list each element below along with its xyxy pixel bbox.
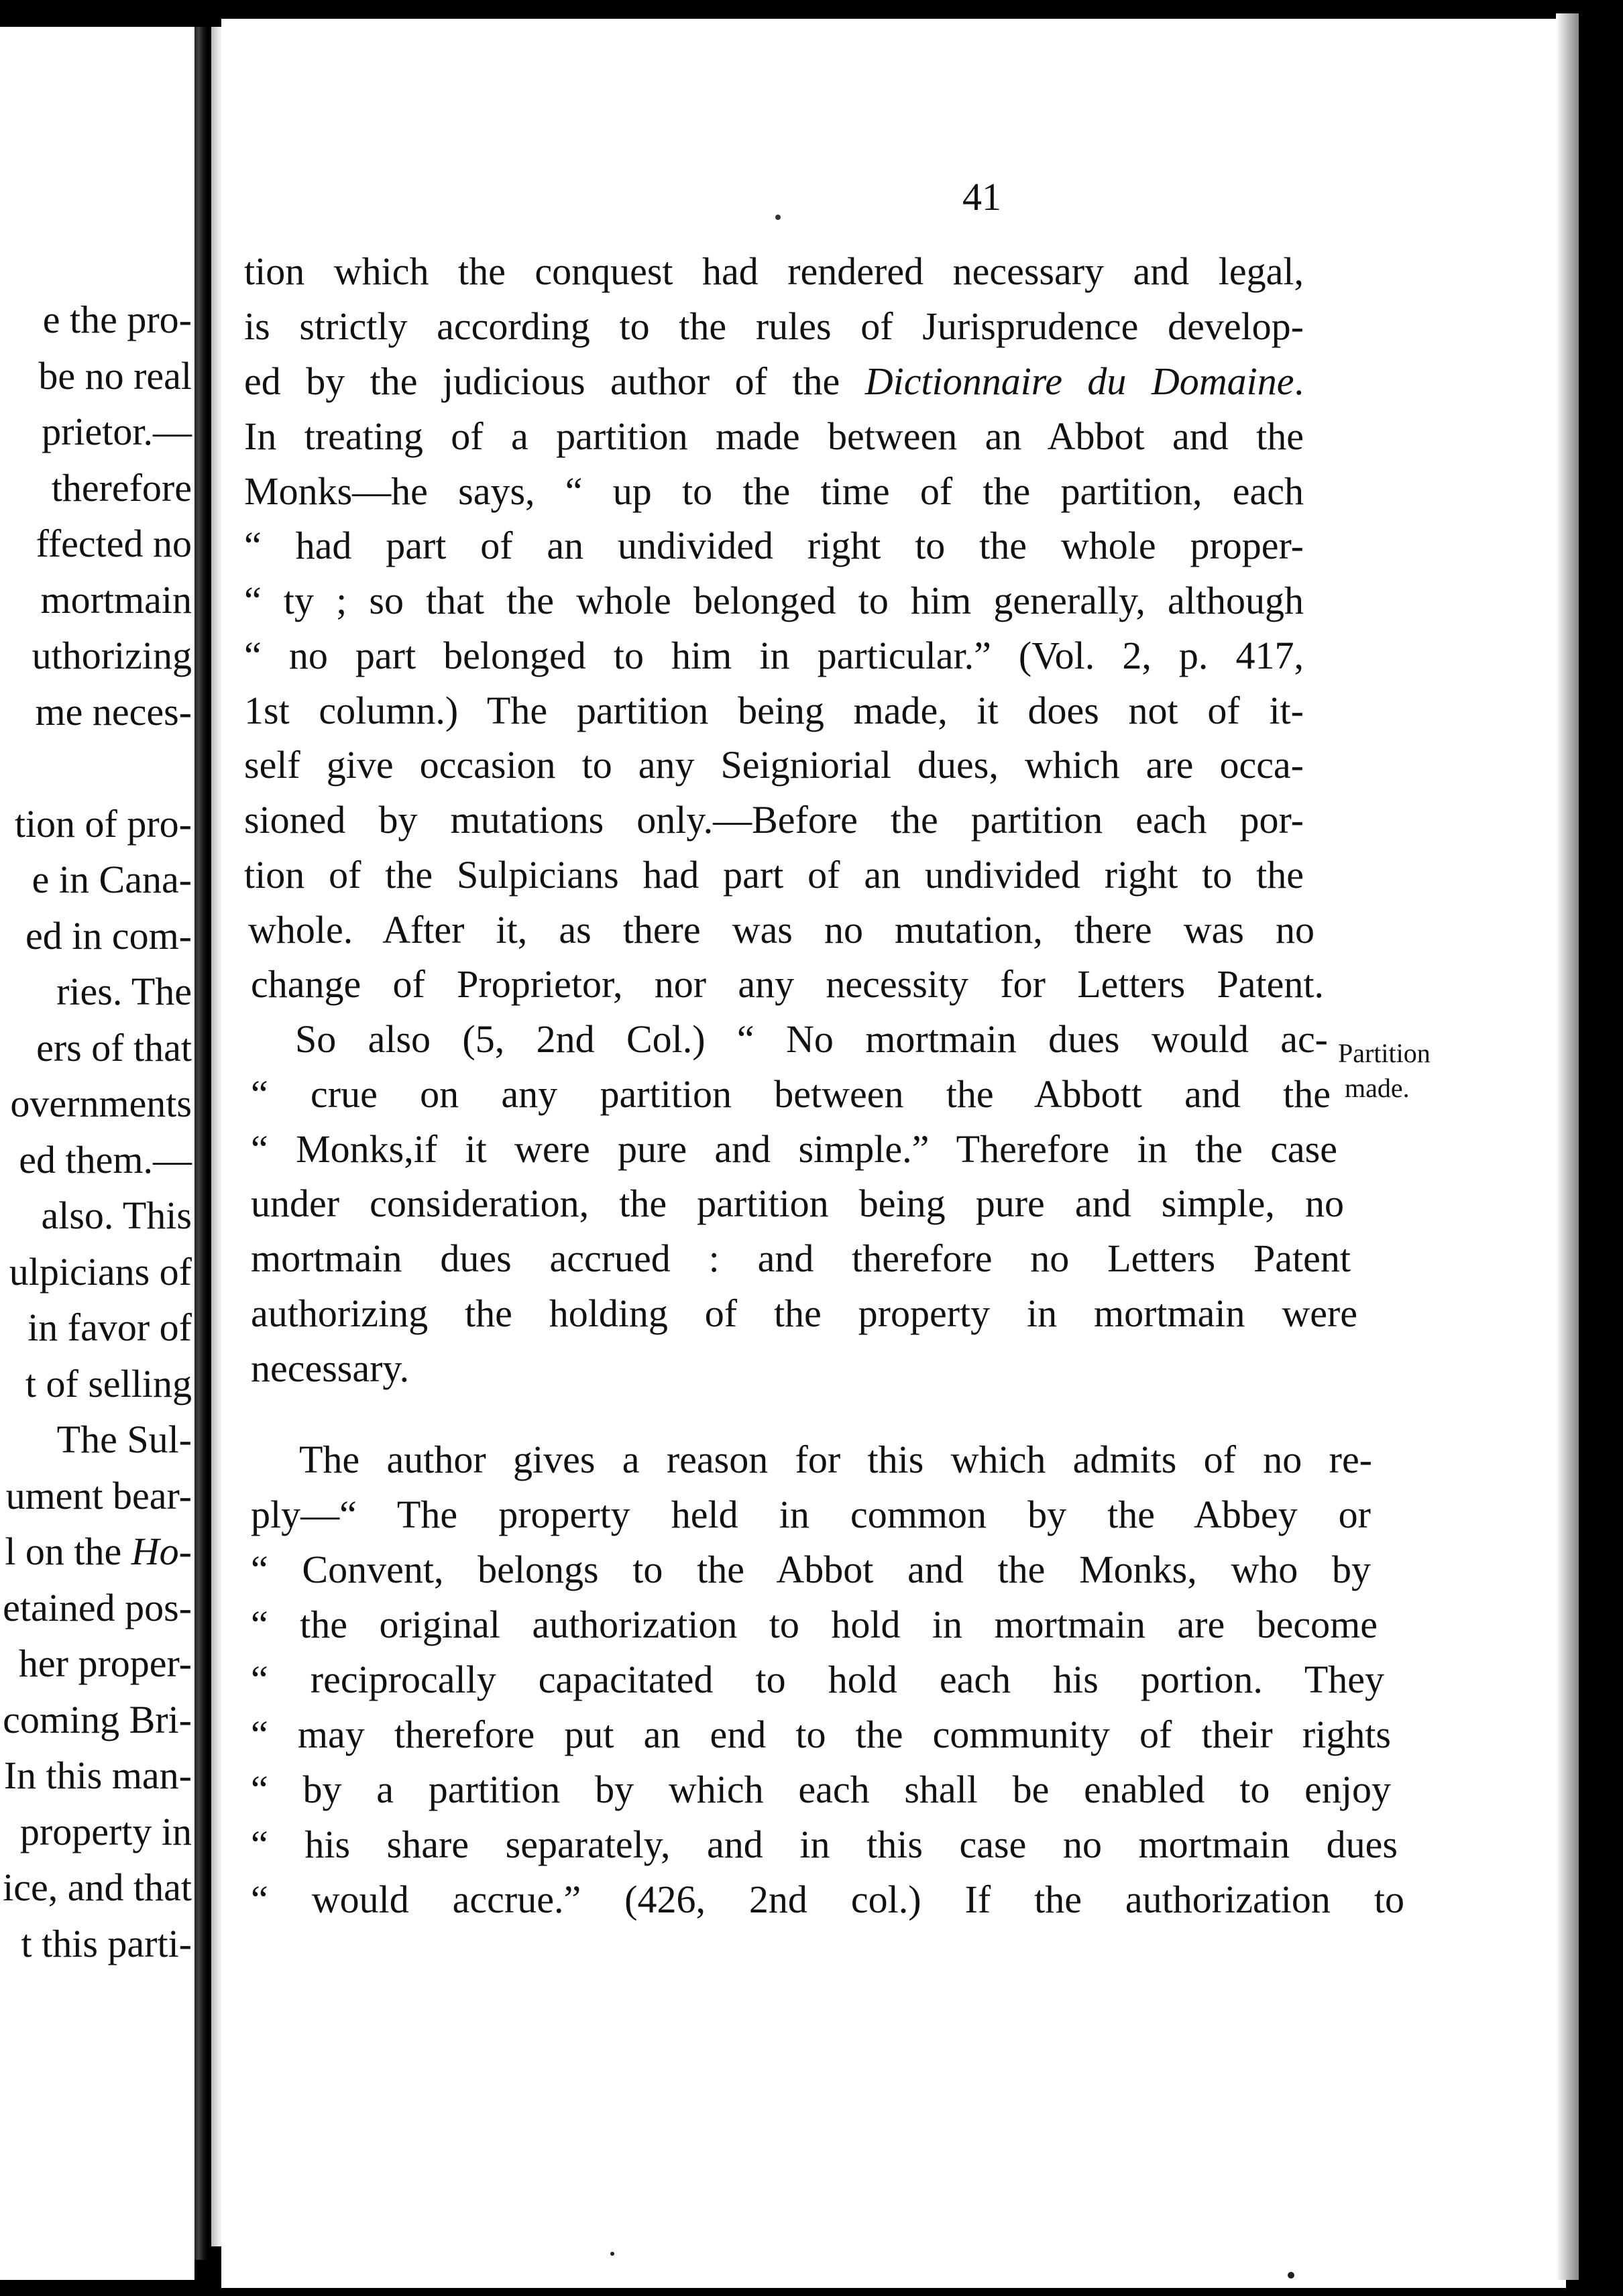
left-page-line: ed them.—: [19, 1137, 192, 1182]
book-title: Dictionnaire du Domaine: [864, 359, 1294, 403]
left-page-line: her proper-: [18, 1642, 192, 1685]
body-line: ed by the judicious author of the Dictionnaire du Domaine.: [244, 359, 1304, 403]
body-line: “ by a partition by which each shall be enabled to enjoy: [251, 1768, 1391, 1811]
body-line: authorizing the holding of the property in mortmain were: [251, 1292, 1357, 1335]
left-page-line: coming Bri-: [3, 1697, 192, 1741]
left-page-line: [3, 740, 192, 796]
body-line: necessary.: [251, 1346, 410, 1390]
left-page-line: ed in com-: [25, 913, 192, 958]
left-page-line: ument bear-: [5, 1473, 192, 1517]
left-page-line: overnments: [10, 1082, 192, 1125]
left-page-text: [3, 292, 192, 1971]
page-right-edge: [1556, 13, 1579, 2280]
left-page-line: be no real: [38, 353, 192, 398]
left-page-line: property in: [19, 1809, 192, 1853]
left-page-line: t of selling: [25, 1361, 192, 1405]
body-line: “ Convent, belongs to the Abbot and the Monks, who by: [251, 1548, 1371, 1591]
body-line: is strictly according to the rules of Jurisprudence develop-: [244, 304, 1304, 348]
margin-note-line: made.: [1345, 1073, 1410, 1103]
right-page: [221, 19, 1566, 2288]
left-page-line: in favor of: [27, 1306, 192, 1349]
left-page-line: e in Cana-: [32, 858, 192, 901]
left-page-line: uthorizing: [32, 634, 192, 677]
left-page-line: prietor.—: [42, 410, 192, 453]
body-line: “ may therefore put an end to the community of their rights: [251, 1713, 1391, 1756]
body-line: ply—“ The property held in common by the Abbey or: [251, 1493, 1371, 1536]
margin-note-line: Partition: [1338, 1038, 1431, 1068]
left-page-line: ries. The: [56, 970, 192, 1013]
left-page-line: me neces-: [35, 689, 192, 734]
left-page-line: ulpicians of: [9, 1249, 192, 1294]
body-line: sioned by mutations only.—Before the partition each por-: [244, 798, 1304, 842]
left-page-line: t this parti-: [21, 1921, 192, 1965]
left-page-line: also. This: [41, 1194, 192, 1237]
left-page-line: ice, and that: [3, 1866, 192, 1909]
body-line: Monks—he says, “ up to the time of the partition, each: [244, 469, 1304, 513]
body-line: “ the original authorization to hold in mortmain are become: [251, 1603, 1378, 1646]
body-line: “ no part belonged to him in particular.” (Vol. 2, p. 417,: [244, 634, 1304, 677]
body-line: tion of the Sulpicians had part of an undivided right to the: [244, 853, 1304, 897]
body-line: “ ty ; so that the whole belonged to him generally, although: [244, 579, 1304, 622]
body-line: “ reciprocally capacitated to hold each his portion. They: [251, 1658, 1384, 1701]
body-line: So also (5, 2nd Col.) “ No mortmain dues would ac-: [295, 1017, 1328, 1061]
left-page-line: ers of that: [36, 1025, 192, 1070]
italic-fragment: Ho-: [131, 1530, 192, 1573]
left-page-line: ffected no: [36, 522, 192, 565]
body-line: tion which the conquest had rendered necessary and legal,: [244, 249, 1304, 293]
body-line: “ his share separately, and in this case no mortmain dues: [251, 1823, 1398, 1866]
left-page-line: In this man-: [3, 1754, 192, 1797]
ink-speck: [775, 215, 781, 220]
left-page-line: tion of pro-: [14, 801, 192, 846]
left-page-line: The Sul-: [56, 1418, 192, 1461]
body-line: under consideration, the partition being pure and simple, no: [251, 1182, 1344, 1225]
body-line: “ had part of an undivided right to the whole proper-: [244, 524, 1304, 567]
left-page-line: etained pos-: [3, 1585, 192, 1629]
body-line: “ Monks,if it were pure and simple.” Therefore in the case: [251, 1127, 1337, 1171]
page-number: 41: [962, 175, 1001, 219]
left-page-line: mortmain: [40, 577, 192, 622]
body-line: “ would accrue.” (426, 2nd col.) If the authorization to: [251, 1878, 1404, 1921]
left-page-line: l on the Ho-: [5, 1530, 192, 1573]
left-page-line: therefore: [51, 465, 192, 510]
left-facing-page: [0, 27, 194, 2280]
ink-speck: [610, 2252, 614, 2256]
body-line: In treating of a partition made between an Abbot and the: [244, 414, 1304, 458]
body-line: change of Proprietor, nor any necessity for Letters Patent.: [251, 962, 1324, 1006]
body-line: “ crue on any partition between the Abbott and the: [251, 1072, 1331, 1116]
body-line: The author gives a reason for this which admits of no re-: [299, 1438, 1372, 1481]
body-line: self give occasion to any Seigniorial dues, which are occa-: [244, 743, 1304, 787]
margin-note: [1338, 1036, 1431, 1106]
body-line: 1st column.) The partition being made, it does not of it-: [244, 689, 1304, 732]
left-page-line: e the pro-: [42, 298, 192, 341]
book-gutter: [194, 27, 208, 2260]
body-line: mortmain dues accrued : and therefore no Letters Patent: [251, 1237, 1351, 1280]
ink-speck: [1288, 2272, 1294, 2279]
body-line: whole. After it, as there was no mutation, there was no: [248, 908, 1314, 952]
